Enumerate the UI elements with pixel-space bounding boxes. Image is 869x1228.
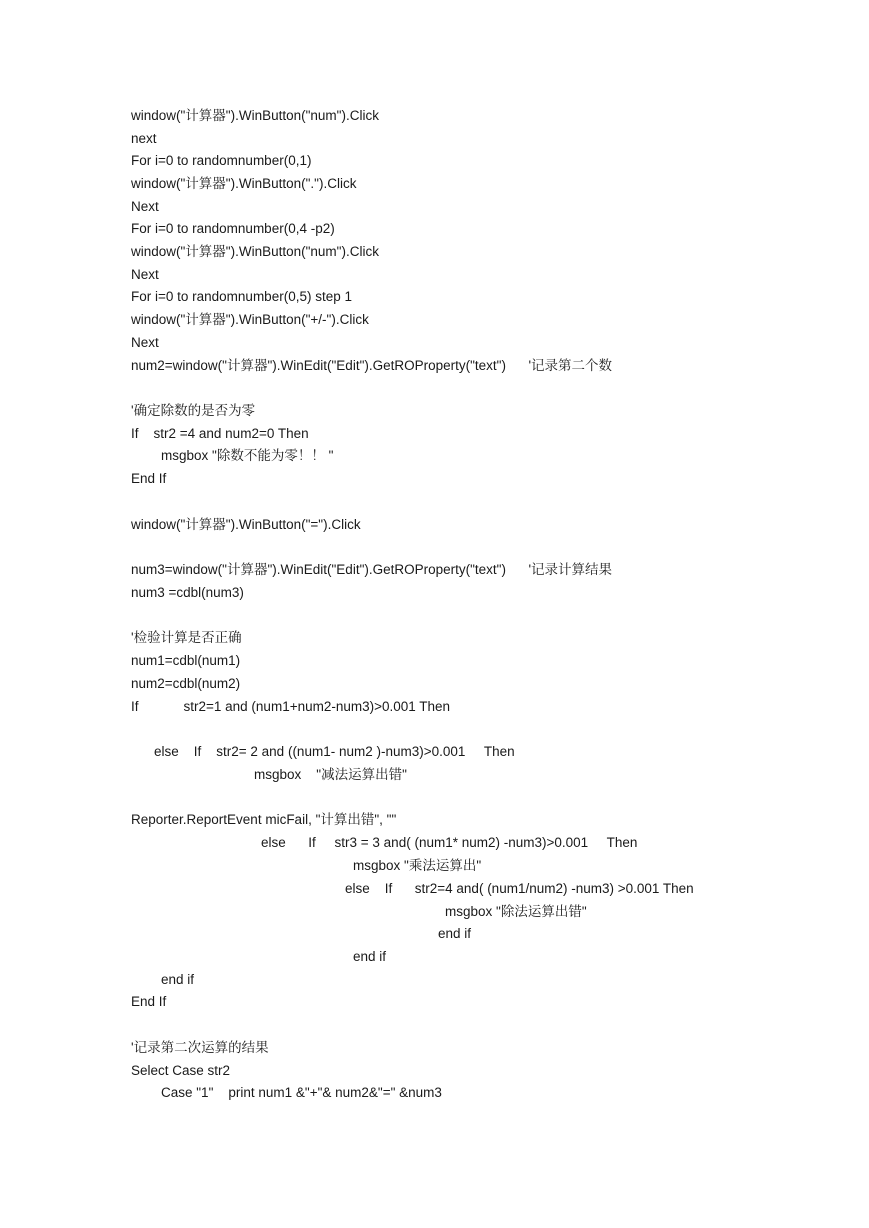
code-line: Next: [131, 199, 159, 214]
code-line: end if: [353, 949, 387, 964]
code-line: Next: [131, 267, 159, 282]
code-line: Case "1" print num1 &"+"& num2&"=" &num3: [161, 1085, 442, 1100]
code-line: num3=window("计算器").WinEdit("Edit").GetROProperty("text") '记录计算结果: [131, 562, 613, 577]
code-line: num3 =cdbl(num3): [131, 585, 244, 600]
code-line: next: [131, 131, 157, 146]
code-line: If str2 =4 and num2=0 Then: [131, 426, 309, 441]
code-line: End If: [131, 994, 167, 1009]
code-line: num1=cdbl(num1): [131, 653, 241, 668]
code-line: For i=0 to randomnumber(0,1): [131, 153, 312, 168]
code-line: num2=window("计算器").WinEdit("Edit").GetROProperty("text") '记录第二个数: [131, 358, 613, 373]
code-line: else If str2= 2 and ((num1- num2 )-num3)>0.001 Then: [154, 744, 515, 759]
code-line: window("计算器").WinButton("=").Click: [131, 517, 361, 532]
code-line: If str2=1 and (num1+num2-num3)>0.001 Then: [131, 699, 451, 714]
code-line: Reporter.ReportEvent micFail, "计算出错", "": [131, 812, 397, 827]
code-line: else If str2=4 and( (num1/num2) -num3) >0.001 Then: [345, 881, 694, 896]
code-line: end if: [161, 972, 195, 987]
code-line: end if: [438, 926, 472, 941]
code-line: Select Case str2: [131, 1063, 231, 1078]
code-line: window("计算器").WinButton("num").Click: [131, 108, 379, 123]
code-line: window("计算器").WinButton("+/-").Click: [131, 312, 369, 327]
code-line: End If: [131, 471, 167, 486]
code-line: msgbox "减法运算出错": [254, 767, 407, 782]
code-line: Next: [131, 335, 159, 350]
code-line: window("计算器").WinButton("num").Click: [131, 244, 379, 259]
code-line: For i=0 to randomnumber(0,4 -p2): [131, 221, 335, 236]
code-line: For i=0 to randomnumber(0,5) step 1: [131, 289, 352, 304]
comment-line: '记录第二次运算的结果: [131, 1040, 269, 1055]
code-line: msgbox "除法运算出错": [445, 904, 587, 919]
code-line: msgbox "乘法运算出": [353, 858, 482, 873]
code-line: window("计算器").WinButton(".").Click: [131, 176, 357, 191]
code-line: msgbox "除数不能为零！！ ": [161, 448, 334, 463]
comment-line: '确定除数的是否为零: [131, 403, 256, 418]
code-line: num2=cdbl(num2): [131, 676, 241, 691]
code-line: else If str3 = 3 and( (num1* num2) -num3)>0.001 Then: [261, 835, 638, 850]
comment-line: '检验计算是否正确: [131, 630, 242, 645]
